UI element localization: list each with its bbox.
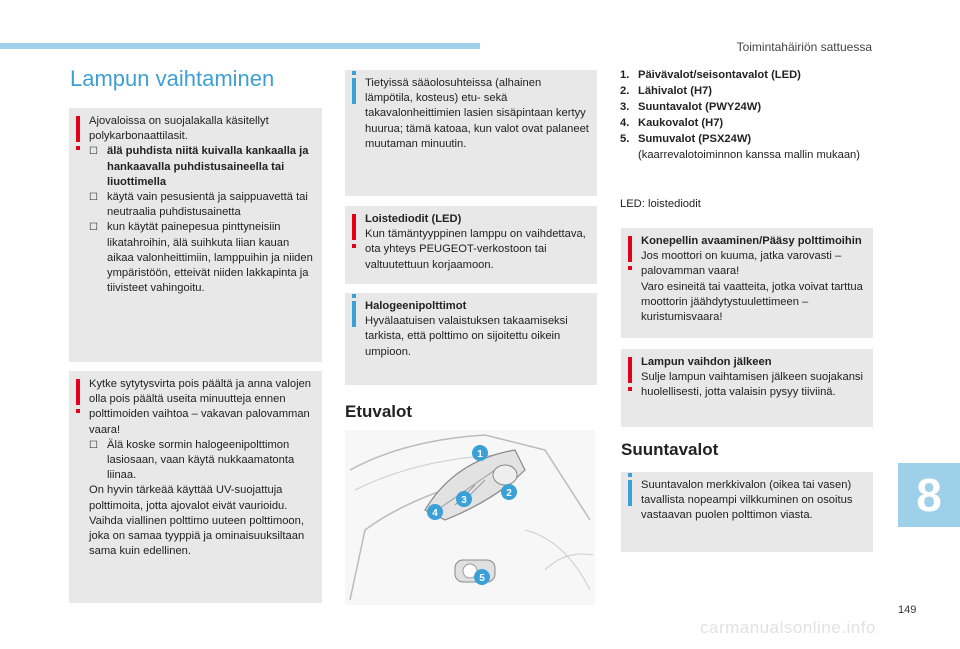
box-title: Konepellin avaaminen/Pääsy polttimoihin: [641, 235, 862, 247]
box-item: älä puhdista niitä kuivalla kankaalla ja hankaavalla puhdistusaineella tai liuottimella: [107, 145, 309, 188]
bullet-icon: ☐: [89, 439, 98, 451]
section-heading-etuvalot: Etuvalot: [345, 402, 413, 421]
section-heading-suuntavalot: Suuntavalot: [621, 440, 719, 459]
callout-1: [472, 445, 488, 461]
box-item: kun käytät painepesua pinttyneisiin likatahroihin, älä suihkuta liian kauan aikaa valonheittimiin, lamppuihin ja niiden ympäristöön, etteivät niiden lakkapinta ja tiivisteet vahingoitu.: [107, 221, 313, 295]
info-box-condensation: [345, 70, 597, 196]
warning-icon: [628, 236, 632, 262]
box-intro: Kytke sytytysvirta pois päältä ja anna valojen olla pois päältä useita minuutteja ennen polttimoiden vaihtoa – vakavan palovamman vaara!: [89, 378, 312, 436]
box-text: Tietyissä sääolosuhteissa (alhainen lämpötila, kosteus) etu- sekä takavalonheittimien lasien sisäpintaan kertyy huurua; tämä katoaa, kun valot ovat palaneet muutaman minuutin.: [365, 77, 589, 150]
callout-5: [474, 569, 490, 585]
led-note: LED: loistediodit: [620, 198, 701, 210]
warning-icon: [628, 357, 632, 383]
info-box-indicators: [621, 472, 873, 552]
warning-box-ignition: [69, 371, 322, 603]
footer-watermark: carmanualsonline.info: [700, 618, 876, 637]
box-text: Suuntavalon merkkivalon (oikea tai vasen) tavallista nopeampi vilkkuminen on osoitus vastaavan puolen polttimon viasta.: [641, 479, 853, 522]
list-item: 1. Päivävalot/seisontavalot (LED): [620, 69, 801, 81]
callout-3: [456, 491, 472, 507]
box-outro: On hyvin tärkeää käyttää UV-suojattuja polttimoita, jotta ajovalot eivät vaurioidu. Vaihda viallinen polttimo uuteen polttimoon, joka on samaa tyyppiä ja ominaisuuksiltaan sama kuin edellinen.: [89, 484, 305, 558]
box-text: Hyvälaatuisen valaistuksen takaamiseksi tarkista, että polttimo on sijoitettu oikein umpioon.: [365, 315, 568, 358]
info-icon: [352, 301, 356, 327]
lamp-list: [620, 67, 870, 163]
list-item: 5. Sumuvalot (PSX24W) (kaarrevalotoiminnon kanssa mallin mukaan): [620, 133, 860, 161]
svg-text:4: 4: [432, 508, 438, 519]
info-icon: [628, 480, 632, 506]
info-box-halogen: [345, 293, 597, 385]
box-text: Kun tämäntyyppinen lamppu on vaihdettava, ota yhteys PEUGEOT-verkostoon tai valtuutettuun korjaamoon.: [365, 228, 586, 271]
warning-icon: [76, 116, 80, 142]
box-title: Halogeenipolttimot: [365, 300, 467, 312]
warning-box-cleaning: [69, 108, 322, 362]
page-title: Lampun vaihtaminen: [70, 66, 275, 91]
bullet-icon: ☐: [89, 222, 98, 234]
box-text: Sulje lampun vaihtamisen jälkeen suojakansi huolellisesti, jotta valaisin pysyy tiiviinä.: [641, 371, 864, 399]
page-number: 149: [898, 604, 917, 616]
box-title: Lampun vaihdon jälkeen: [641, 356, 772, 368]
info-icon: [352, 78, 356, 104]
box-item: käytä vain pesusientä ja saippuavettä tai neutraalia puhdistusainetta: [107, 191, 308, 219]
warning-box-led: [345, 206, 597, 284]
box-item: Älä koske sormin halogeenipolttimon lasiosaan, vaan käytä nukkaamatonta liinaa.: [107, 438, 295, 482]
svg-text:5: 5: [479, 573, 485, 584]
bullet-icon: ☐: [89, 146, 98, 158]
box-intro: Ajovaloissa on suojalakalla käsitellyt polykarbonaattilasit.: [89, 115, 269, 143]
svg-text:3: 3: [461, 495, 467, 506]
callout-4: [427, 504, 443, 520]
warning-box-bonnet: [621, 228, 873, 338]
top-accent-bar: [0, 43, 480, 49]
callout-2: [501, 484, 517, 500]
warning-box-after-change: [621, 349, 873, 427]
headlight-illustration: [345, 430, 595, 605]
chapter-tab: 8: [898, 463, 960, 527]
box-title: Loistediodit (LED): [365, 213, 462, 225]
list-item-sub: (kaarrevalotoiminnon kanssa mallin mukaan): [638, 149, 860, 161]
box-text: Jos moottori on kuuma, jatka varovasti – palovamman vaara! Varo esineitä tai vaatteita, jotka voivat tarttua moottorin jäähdytystuulettimeen – kuristumisvaara!: [641, 250, 863, 324]
svg-text:1: 1: [477, 449, 483, 460]
bullet-icon: ☐: [89, 192, 98, 204]
svg-text:2: 2: [506, 488, 512, 499]
list-item: 2. Lähivalot (H7): [620, 85, 712, 97]
list-item: 4. Kaukovalot (H7): [620, 117, 724, 129]
warning-icon: [76, 379, 80, 405]
list-item: 3. Suuntavalot (PWY24W): [620, 101, 762, 113]
warning-icon: [352, 214, 356, 240]
section-header: Toimintahäiriön sattuessa: [736, 40, 872, 54]
